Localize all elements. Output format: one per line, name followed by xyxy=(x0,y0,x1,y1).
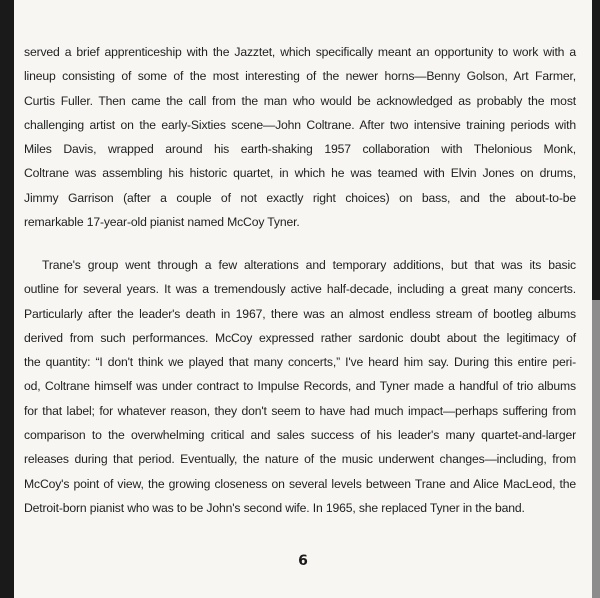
text-line: Curtis Fuller. Then came the call from the man who would be acknowledged as probably the most xyxy=(24,93,576,108)
text-line: Miles Davis, wrapped around his earth-shaking 1957 collaboration with Thelonious Monk, xyxy=(24,142,576,157)
text-line: releases during that period. Eventually, the nature of the music underwent changes—including, from xyxy=(24,452,576,467)
text-line: the quantity: “I don't think we played that many concerts,” I've heard him say. During this entire peri- xyxy=(24,355,576,370)
text-line: challenging artist on the early-Sixties scene—John Coltrane. After two intensive training periods with xyxy=(24,117,576,132)
text-line: od, Coltrane himself was under contract to Impulse Records, and Tyner made a handful of trio albums xyxy=(24,379,576,394)
booklet-page xyxy=(14,0,592,598)
text-line: Detroit-born pianist who was to be John's second wife. In 1965, she replaced Tyner in the band. xyxy=(24,500,525,515)
text-line: derived from such performances. McCoy expressed rather sardonic doubt about the legitimacy of xyxy=(24,330,576,345)
paragraph-2 xyxy=(14,253,584,520)
text-line: McCoy's point of view, the growing closeness on several levels between Trane and Alice MacLeod, the xyxy=(24,476,576,491)
text-line: served a brief apprenticeship with the Jazztet, which specifically meant an opportunity to work with a xyxy=(24,45,576,59)
text-line: Jimmy Garrison (after a couple of not exactly right choices) on bass, and the about-to-be xyxy=(24,190,576,205)
text-line: comparison to the overwhelming critical and sales success of his leader's many quartet-and-larger xyxy=(24,428,576,443)
text-line: Particularly after the leader's death in 1967, there was an almost endless stream of bootleg albums xyxy=(24,306,576,321)
text-line: outline for several years. It was a tremendously active half-decade, including a great many concerts. xyxy=(24,282,576,297)
text-line: Trane's group went through a few alterations and temporary additions, but that was its basic xyxy=(42,258,576,272)
page-number: 6 xyxy=(298,553,308,569)
paragraph-1 xyxy=(14,40,584,234)
text-line: remarkable 17-year-old pianist named McCoy Tyner. xyxy=(24,215,300,230)
text-line: Coltrane was assembling his historic quartet, in which he was teamed with Elvin Jones on drums, xyxy=(24,166,576,181)
text-line: for that label; for whatever reason, they don't seem to have had much impact—perhaps suffering from xyxy=(24,403,576,418)
text-line: lineup consisting of some of the most interesting of the newer horns—Benny Golson, Art Farmer, xyxy=(24,69,576,84)
